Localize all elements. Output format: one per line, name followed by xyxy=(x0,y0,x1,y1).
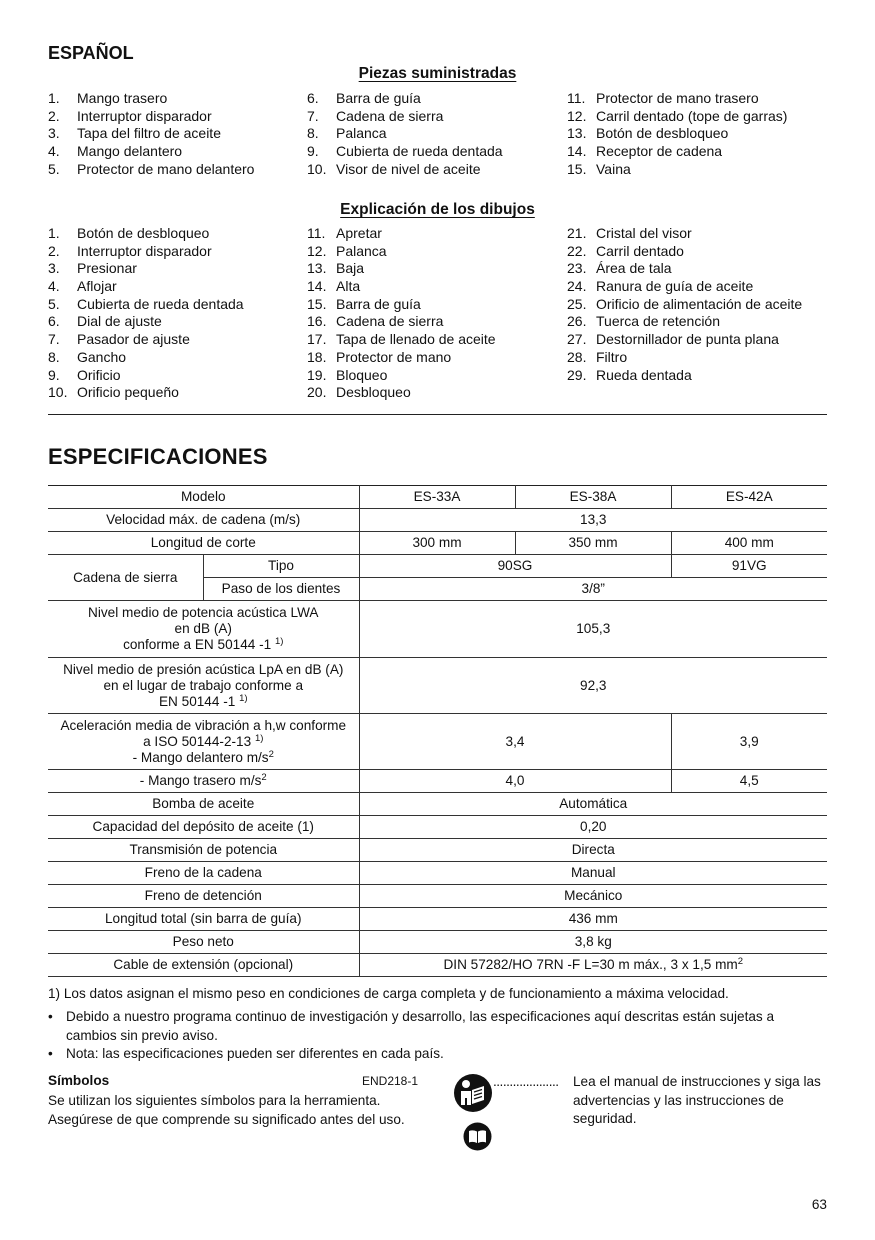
list-item: 28. Filtro xyxy=(567,348,628,365)
model-label: Modelo xyxy=(48,486,359,509)
list-item: 12. Carril dentado (tope de garras) xyxy=(567,107,788,124)
symbols-heading: Símbolos xyxy=(48,1073,110,1088)
list-item: 5. Cubierta de rueda dentada xyxy=(48,295,244,312)
pitch-value: 3/8” xyxy=(359,578,827,601)
table-row xyxy=(48,532,827,555)
list-item: 15. Vaina xyxy=(567,160,631,177)
oil-pump-label: Bomba de aceite xyxy=(48,793,359,816)
list-item: 11. Protector de mano trasero xyxy=(567,90,759,106)
list-item: 10. Orificio pequeño xyxy=(48,384,179,401)
table-row xyxy=(48,862,827,885)
vibration-rear-value: 4,5 xyxy=(671,770,827,793)
list-item: 19. Bloqueo xyxy=(307,366,388,383)
parts-list-col3 xyxy=(567,90,787,178)
list-item: 25. Orificio de alimentación de aceite xyxy=(567,295,803,312)
table-row xyxy=(48,954,827,977)
chain-speed-value: 13,3 xyxy=(359,509,827,532)
list-item: 9. Cubierta de rueda dentada xyxy=(307,143,503,160)
table-row xyxy=(48,931,827,954)
drawings-list-col1 xyxy=(48,225,244,402)
list-item: 9. Orificio xyxy=(48,366,121,383)
list-item: 7. Pasador de ajuste xyxy=(48,331,190,348)
list-item: 13. Baja xyxy=(307,260,365,277)
section-divider xyxy=(48,414,827,415)
language-heading: ESPAÑOL xyxy=(48,43,134,63)
table-row xyxy=(48,509,827,532)
list-item: 2. Interruptor disparador xyxy=(48,107,212,124)
list-item: 3. Presionar xyxy=(48,260,137,277)
vibration-rear-value: 4,0 xyxy=(359,770,671,793)
pitch-label: Paso de los dientes xyxy=(203,578,359,601)
stop-brake-label: Freno de detención xyxy=(48,885,359,908)
list-item: 4. Aflojar xyxy=(48,278,117,295)
vibration-front-value: 3,4 xyxy=(359,714,671,770)
list-item: 13. Botón de desbloqueo xyxy=(567,125,729,142)
transmission-label: Transmisión de potencia xyxy=(48,839,359,862)
list-item: 24. Ranura de guía de aceite xyxy=(567,278,754,295)
cut-length-value: 400 mm xyxy=(671,532,827,555)
table-row xyxy=(48,839,827,862)
drawings-title: Explicación de los dibujos xyxy=(340,201,535,218)
chain-type-label: Tipo xyxy=(203,555,359,578)
list-item: 4. Mango delantero xyxy=(48,143,183,160)
chain-type-value: 90SG xyxy=(359,555,671,578)
note-bullet: • Debido a nuestro programa continuo de investigación y desarrollo, las especificaciones aquí descritas están sujetas a cambios sin previo aviso. xyxy=(48,1009,775,1043)
list-item: 12. Palanca xyxy=(307,242,387,259)
model-es-42a: ES-42A xyxy=(671,486,827,509)
list-item: 26. Tuerca de retención xyxy=(567,313,720,330)
list-item: 5. Protector de mano delantero xyxy=(48,160,255,177)
table-row xyxy=(48,714,827,770)
cut-length-label: Longitud de corte xyxy=(48,532,359,555)
symbol-description: Lea el manual de instrucciones y siga las advertencias y las instrucciones de seguridad. xyxy=(573,1074,821,1126)
drawings-list-col2 xyxy=(307,225,496,402)
parts-title: Piezas suministradas xyxy=(358,65,517,82)
list-item: 8. Palanca xyxy=(307,125,387,142)
chain-type-value: 91VG xyxy=(671,555,827,578)
list-item: 3. Tapa del filtro de aceite xyxy=(48,125,221,142)
table-row xyxy=(48,555,827,578)
drawings-list-col3 xyxy=(567,225,802,384)
open-book-icon xyxy=(463,1122,492,1151)
footnote: 1) Los datos asignan el mismo peso en condiciones de carga completa y de funcionamiento a máxima velocidad. xyxy=(48,986,729,1001)
table-row xyxy=(48,658,827,714)
list-item: 27. Destornillador de punta plana xyxy=(567,331,779,348)
net-weight-label: Peso neto xyxy=(48,931,359,954)
list-item: 11. Apretar xyxy=(307,225,382,241)
chain-brake-value: Manual xyxy=(359,862,827,885)
list-item: 14. Receptor de cadena xyxy=(567,143,723,160)
parts-list-col2 xyxy=(307,90,503,178)
note-bullet: • Nota: las especificaciones pueden ser diferentes en cada país. xyxy=(48,1046,444,1061)
cut-length-value: 350 mm xyxy=(515,532,671,555)
vibration-front-label: Aceleración media de vibración a h,w conforme a ISO 50144-2-13 $^{1)}$ - Mango delantero $m/s^2$ xyxy=(48,714,359,770)
list-item: 8. Gancho xyxy=(48,348,127,365)
chain-speed-label: Velocidad máx. de cadena (m/s) xyxy=(48,509,359,532)
list-item: 17. Tapa de llenado de aceite xyxy=(307,331,496,348)
vibration-front-value: 3,9 xyxy=(671,714,827,770)
list-item: 21. Cristal del visor xyxy=(567,225,692,241)
list-item: 6. Dial de ajuste xyxy=(48,313,162,330)
list-item: 6. Barra de guía xyxy=(307,90,421,106)
table-row xyxy=(48,486,827,509)
sound-power-label: Nivel medio de potencia acústica LWA en dB (A) conforme a EN 50144 -1 $^{1)}$ xyxy=(48,601,359,658)
list-item: 15. Barra de guía xyxy=(307,295,421,312)
list-item: 16. Cadena de sierra xyxy=(307,313,444,330)
stop-brake-value: Mecánico xyxy=(359,885,827,908)
list-item: 29. Rueda dentada xyxy=(567,366,692,383)
table-row xyxy=(48,770,827,793)
oil-tank-value: 0,20 xyxy=(359,816,827,839)
parts-list-col1 xyxy=(48,90,254,178)
transmission-value: Directa xyxy=(359,839,827,862)
sound-pressure-label: Nivel medio de presión acústica LpA en dB (A) en el lugar de trabajo conforme a EN 50144 -1 $^{1)}$ xyxy=(48,658,359,714)
list-item: 14. Alta xyxy=(307,278,361,295)
list-item: 10. Visor de nivel de aceite xyxy=(307,160,481,177)
table-row xyxy=(48,885,827,908)
model-es-38a: ES-38A xyxy=(515,486,671,509)
specifications-title: ESPECIFICACIONES xyxy=(48,444,268,469)
list-item: 1. Botón de desbloqueo xyxy=(48,225,210,241)
list-item: 23. Área de tala xyxy=(567,260,672,277)
page-number: 63 xyxy=(811,1197,827,1212)
extension-cable-value: DIN 57282/HO 7RN -F L=30 m máx., 3 x 1,5 $mm^2$ xyxy=(359,954,827,977)
total-length-value: 436 mm xyxy=(359,908,827,931)
oil-tank-label: Capacidad del depósito de aceite (1) xyxy=(48,816,359,839)
sound-power-value: 105,3 xyxy=(359,601,827,658)
list-item: 22. Carril dentado xyxy=(567,242,684,259)
sound-pressure-value: 92,3 xyxy=(359,658,827,714)
list-item: 2. Interruptor disparador xyxy=(48,242,212,259)
saw-chain-label: Cadena de sierra xyxy=(48,555,203,601)
list-item: 7. Cadena de sierra xyxy=(307,107,444,124)
table-row xyxy=(48,816,827,839)
symbols-intro: Se utilizan los siguientes símbolos para la herramienta. Asegúrese de que comprende su significado antes del uso. xyxy=(48,1093,405,1127)
table-row xyxy=(48,793,827,816)
symbols-code: END218-1 xyxy=(362,1074,419,1088)
chain-brake-label: Freno de la cadena xyxy=(48,862,359,885)
cut-length-value: 300 mm xyxy=(359,532,515,555)
list-item: 20. Desbloqueo xyxy=(307,384,411,401)
symbol-leader: .................... xyxy=(493,1074,559,1089)
oil-pump-value: Automática xyxy=(359,793,827,816)
table-row xyxy=(48,601,827,658)
list-item: 1. Mango trasero xyxy=(48,90,168,106)
specifications-table xyxy=(48,485,827,977)
model-es-33a: ES-33A xyxy=(359,486,515,509)
read-manual-person-icon xyxy=(453,1073,493,1113)
table-row xyxy=(48,908,827,931)
extension-cable-label: Cable de extensión (opcional) xyxy=(48,954,359,977)
net-weight-value: 3,8 kg xyxy=(359,931,827,954)
total-length-label: Longitud total (sin barra de guía) xyxy=(48,908,359,931)
vibration-rear-label: - Mango trasero $m/s^2$ xyxy=(48,770,359,793)
list-item: 18. Protector de mano xyxy=(307,348,452,365)
